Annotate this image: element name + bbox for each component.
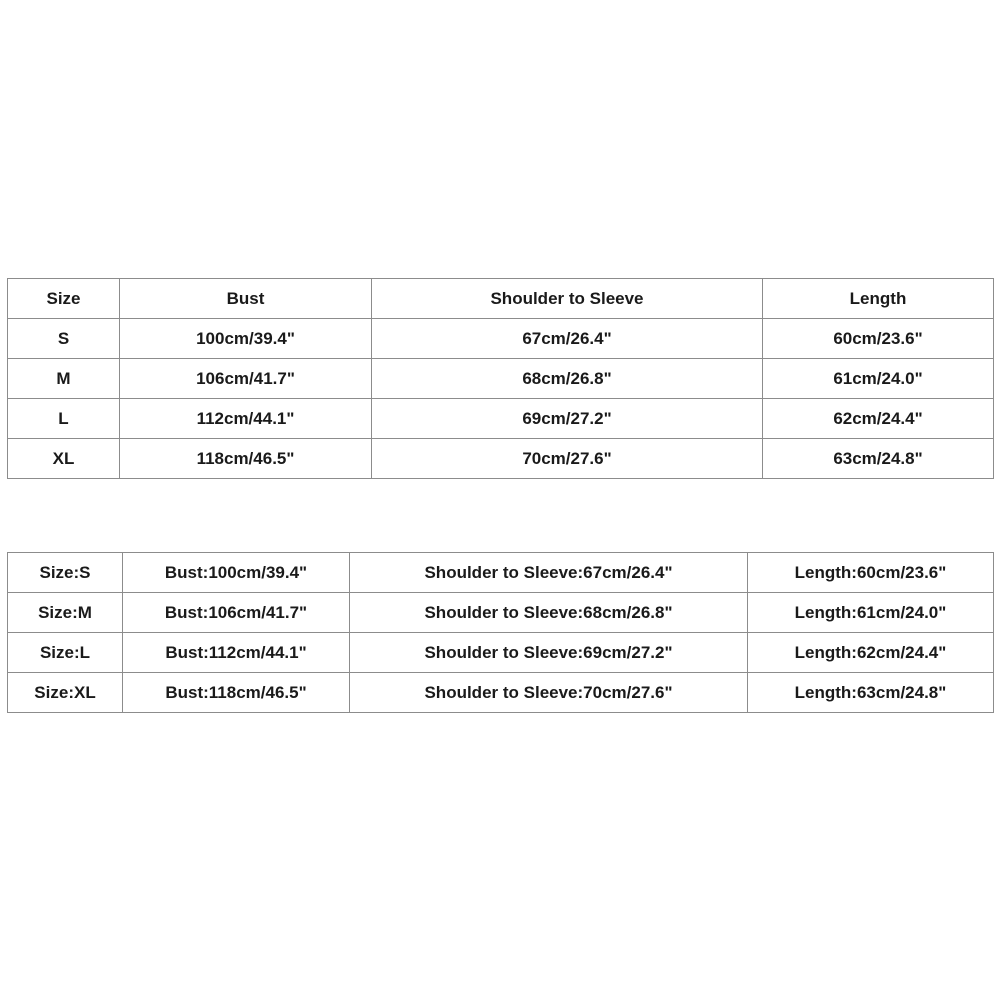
size-chart-inline-table — [7, 552, 994, 713]
table-row — [8, 593, 994, 633]
cell-length: 60cm/23.6" — [763, 319, 994, 359]
cell-bust: Bust:106cm/41.7" — [123, 593, 350, 633]
cell-size: Size:M — [8, 593, 123, 633]
cell-bust: Bust:112cm/44.1" — [123, 633, 350, 673]
cell-size: S — [8, 319, 120, 359]
cell-shoulder-to-sleeve: Shoulder to Sleeve:67cm/26.4" — [350, 553, 748, 593]
header-shoulder-to-sleeve: Shoulder to Sleeve — [372, 279, 763, 319]
table-row — [8, 439, 994, 479]
cell-length: 61cm/24.0" — [763, 359, 994, 399]
cell-shoulder-to-sleeve: 70cm/27.6" — [372, 439, 763, 479]
cell-length: 63cm/24.8" — [763, 439, 994, 479]
table-row — [8, 673, 994, 713]
cell-size: M — [8, 359, 120, 399]
cell-bust: 118cm/46.5" — [120, 439, 372, 479]
cell-shoulder-to-sleeve: Shoulder to Sleeve:69cm/27.2" — [350, 633, 748, 673]
cell-size: Size:L — [8, 633, 123, 673]
cell-shoulder-to-sleeve: 67cm/26.4" — [372, 319, 763, 359]
cell-shoulder-to-sleeve: Shoulder to Sleeve:70cm/27.6" — [350, 673, 748, 713]
table-header-row — [8, 279, 994, 319]
cell-length: Length:60cm/23.6" — [748, 553, 994, 593]
cell-bust: 106cm/41.7" — [120, 359, 372, 399]
cell-length: Length:62cm/24.4" — [748, 633, 994, 673]
table-row — [8, 399, 994, 439]
header-length: Length — [763, 279, 994, 319]
cell-shoulder-to-sleeve: 69cm/27.2" — [372, 399, 763, 439]
header-size: Size — [8, 279, 120, 319]
size-chart-table — [7, 278, 994, 479]
cell-length: Length:61cm/24.0" — [748, 593, 994, 633]
cell-size: Size:S — [8, 553, 123, 593]
cell-bust: 112cm/44.1" — [120, 399, 372, 439]
cell-size: Size:XL — [8, 673, 123, 713]
cell-length: Length:63cm/24.8" — [748, 673, 994, 713]
table-row — [8, 553, 994, 593]
cell-size: XL — [8, 439, 120, 479]
cell-bust: Bust:100cm/39.4" — [123, 553, 350, 593]
cell-shoulder-to-sleeve: Shoulder to Sleeve:68cm/26.8" — [350, 593, 748, 633]
table-row — [8, 633, 994, 673]
cell-bust: Bust:118cm/46.5" — [123, 673, 350, 713]
cell-size: L — [8, 399, 120, 439]
cell-shoulder-to-sleeve: 68cm/26.8" — [372, 359, 763, 399]
cell-length: 62cm/24.4" — [763, 399, 994, 439]
table-row — [8, 319, 994, 359]
table-row — [8, 359, 994, 399]
cell-bust: 100cm/39.4" — [120, 319, 372, 359]
header-bust: Bust — [120, 279, 372, 319]
